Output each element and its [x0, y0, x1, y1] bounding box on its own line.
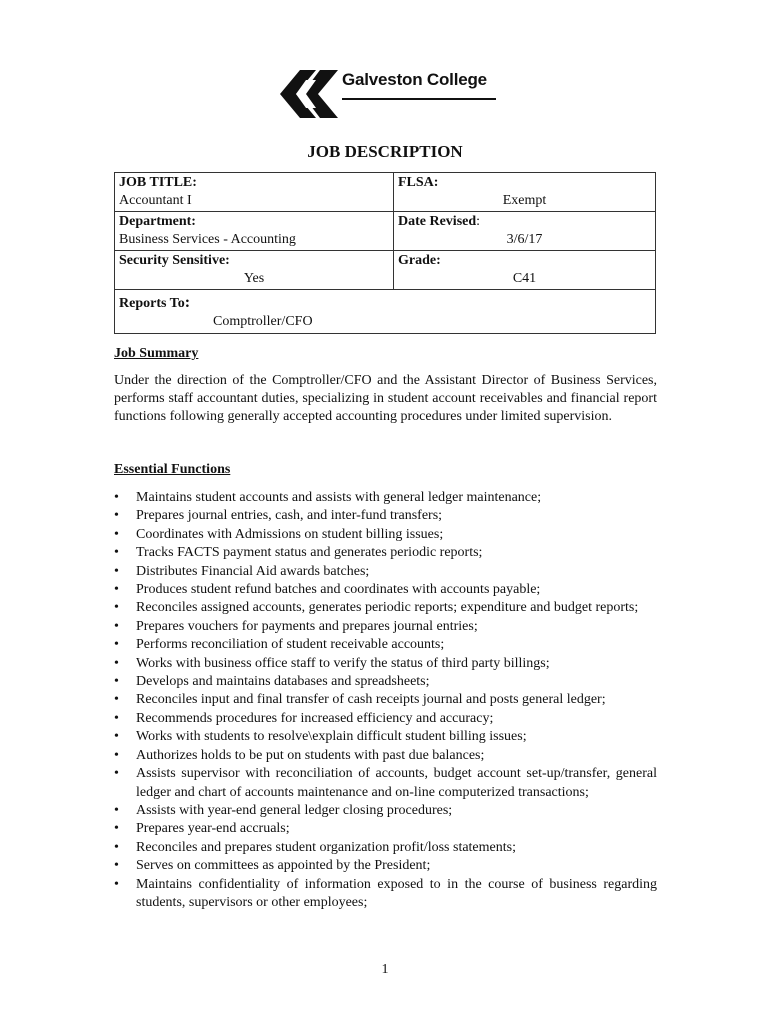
- grade-cell: [394, 251, 656, 290]
- flsa-value: Exempt: [502, 193, 547, 208]
- job-title-value: Accountant I: [119, 193, 192, 208]
- list-item-text: Reconciles input and final transfer of cash receipts journal and posts general ledger;: [136, 692, 606, 708]
- bullet-icon: •: [114, 821, 119, 837]
- date-revised-label: Date Revised: [398, 214, 477, 229]
- date-revised-colon: :: [476, 214, 481, 229]
- logo-underline: [342, 98, 496, 100]
- galveston-college-logo: [276, 68, 498, 120]
- list-item-text: Prepares journal entries, cash, and inter-fund transfers;: [136, 508, 443, 524]
- bullet-icon: •: [114, 490, 119, 505]
- list-item-text: Develops and maintains databases and spreadsheets;: [136, 674, 430, 690]
- list-item: [114, 710, 657, 728]
- bullet-icon: •: [114, 876, 119, 892]
- job-title-label: JOB TITLE:: [119, 175, 197, 190]
- date-revised-value: 3/6/17: [506, 232, 543, 247]
- reports-to-cell: [115, 290, 656, 334]
- bullet-icon: •: [114, 729, 119, 745]
- list-item: [114, 563, 657, 581]
- bullet-icon: •: [114, 839, 119, 855]
- list-item-text: Distributes Financial Aid awards batches;: [136, 563, 370, 579]
- bullet-icon: •: [114, 710, 119, 726]
- list-item-text: Performs reconciliation of student receivable accounts;: [136, 637, 445, 653]
- bullet-icon: •: [114, 747, 119, 763]
- list-item-text: Tracks FACTS payment status and generates periodic reports;: [136, 545, 483, 561]
- list-item: [114, 526, 657, 544]
- bullet-icon: •: [114, 655, 119, 671]
- security-sensitive-value: Yes: [243, 271, 265, 286]
- bullet-icon: •: [114, 526, 119, 542]
- job-summary-text: Under the direction of the Comptroller/CFO and the Assistant Director of Business Services, performs staff accountant duties, specializing in student account receivables and financial report functions following generally accepted accounting procedures under limited supervision.: [114, 373, 657, 424]
- list-item-text: Serves on committees as appointed by the President;: [136, 858, 431, 874]
- department-value: Business Services - Accounting: [119, 232, 296, 247]
- reports-to-value: Comptroller/CFO: [213, 314, 313, 329]
- bullet-icon: •: [114, 508, 119, 524]
- reports-to-colon: :: [184, 294, 191, 311]
- list-item-text: Coordinates with Admissions on student billing issues;: [136, 526, 444, 542]
- table-row: [115, 290, 656, 334]
- list-item: [114, 599, 657, 617]
- list-item-text: Works with students to resolve\explain difficult student billing issues;: [136, 729, 527, 745]
- list-item-text: Prepares vouchers for payments and prepares journal entries;: [136, 618, 478, 634]
- list-item-text: Works with business office staff to verify the status of third party billings;: [136, 655, 550, 671]
- list-item: [114, 728, 657, 746]
- list-item: [114, 691, 657, 709]
- table-row: [115, 251, 656, 290]
- bullet-icon: •: [114, 674, 119, 690]
- bullet-icon: •: [114, 582, 119, 598]
- list-item-text: Authorizes holds to be put on students with past due balances;: [136, 747, 485, 763]
- bullet-icon: •: [114, 618, 119, 634]
- bullet-icon: •: [114, 563, 119, 579]
- bullet-icon: •: [114, 766, 119, 782]
- list-item-text: Maintains confidentiality of information exposed to in the course of business regarding students, supervisors or other employees;: [136, 876, 657, 910]
- bullet-icon: •: [114, 692, 119, 708]
- essential-functions-list: [114, 489, 657, 912]
- flsa-cell: [394, 173, 656, 212]
- essential-functions-heading: Essential Functions: [114, 462, 231, 477]
- list-item: [114, 655, 657, 673]
- job-title-cell: [115, 173, 394, 212]
- bullet-icon: •: [114, 858, 119, 874]
- list-item: [114, 820, 657, 838]
- list-item-text: Maintains student accounts and assists with general ledger maintenance;: [136, 490, 542, 505]
- date-revised-cell: [394, 212, 656, 251]
- list-item: [114, 876, 657, 913]
- logo-college-name: Galveston College: [342, 70, 487, 89]
- list-item: [114, 581, 657, 599]
- security-sensitive-label: Security Sensitive:: [119, 253, 230, 268]
- list-item-text: Reconciles assigned accounts, generates periodic reports; expenditure and budget reports;: [136, 600, 639, 616]
- page-number: 1: [381, 962, 389, 977]
- bullet-icon: •: [114, 600, 119, 616]
- bullet-icon: •: [114, 802, 119, 818]
- bullet-icon: •: [114, 637, 119, 653]
- grade-label: Grade:: [398, 253, 441, 268]
- list-item: [114, 618, 657, 636]
- table-row: [115, 173, 656, 212]
- job-info-table: [114, 172, 656, 334]
- list-item: [114, 765, 657, 802]
- list-item-text: Recommends procedures for increased efficiency and accuracy;: [136, 710, 494, 726]
- job-summary-heading: Job Summary: [114, 346, 199, 361]
- department-label: Department:: [119, 214, 196, 229]
- bullet-icon: •: [114, 545, 119, 561]
- list-item-text: Assists with year-end general ledger closing procedures;: [136, 802, 453, 818]
- document-title: JOB DESCRIPTION: [307, 142, 463, 161]
- list-item-text: Prepares year-end accruals;: [136, 821, 290, 837]
- list-item: [114, 802, 657, 820]
- flsa-label: FLSA:: [398, 175, 439, 190]
- list-item: [114, 673, 657, 691]
- list-item-text: Assists supervisor with reconciliation of accounts, budget account set-up/transfer, general ledger and chart of accounts maintenance and on-line computerized transactions;: [136, 766, 657, 800]
- list-item: [114, 507, 657, 525]
- list-item-text: Reconciles and prepares student organization profit/loss statements;: [136, 839, 516, 855]
- security-sensitive-cell: [115, 251, 394, 290]
- list-item: [114, 636, 657, 654]
- table-row: [115, 212, 656, 251]
- list-item: [114, 747, 657, 765]
- list-item: [114, 544, 657, 562]
- list-item: [114, 857, 657, 875]
- grade-value: C41: [512, 271, 537, 286]
- list-item: [114, 839, 657, 857]
- list-item-text: Produces student refund batches and coordinates with accounts payable;: [136, 582, 541, 598]
- list-item: [114, 489, 657, 507]
- chevron-arrows-logo-icon: [276, 68, 346, 120]
- reports-to-label: Reports To: [119, 296, 185, 311]
- department-cell: [115, 212, 394, 251]
